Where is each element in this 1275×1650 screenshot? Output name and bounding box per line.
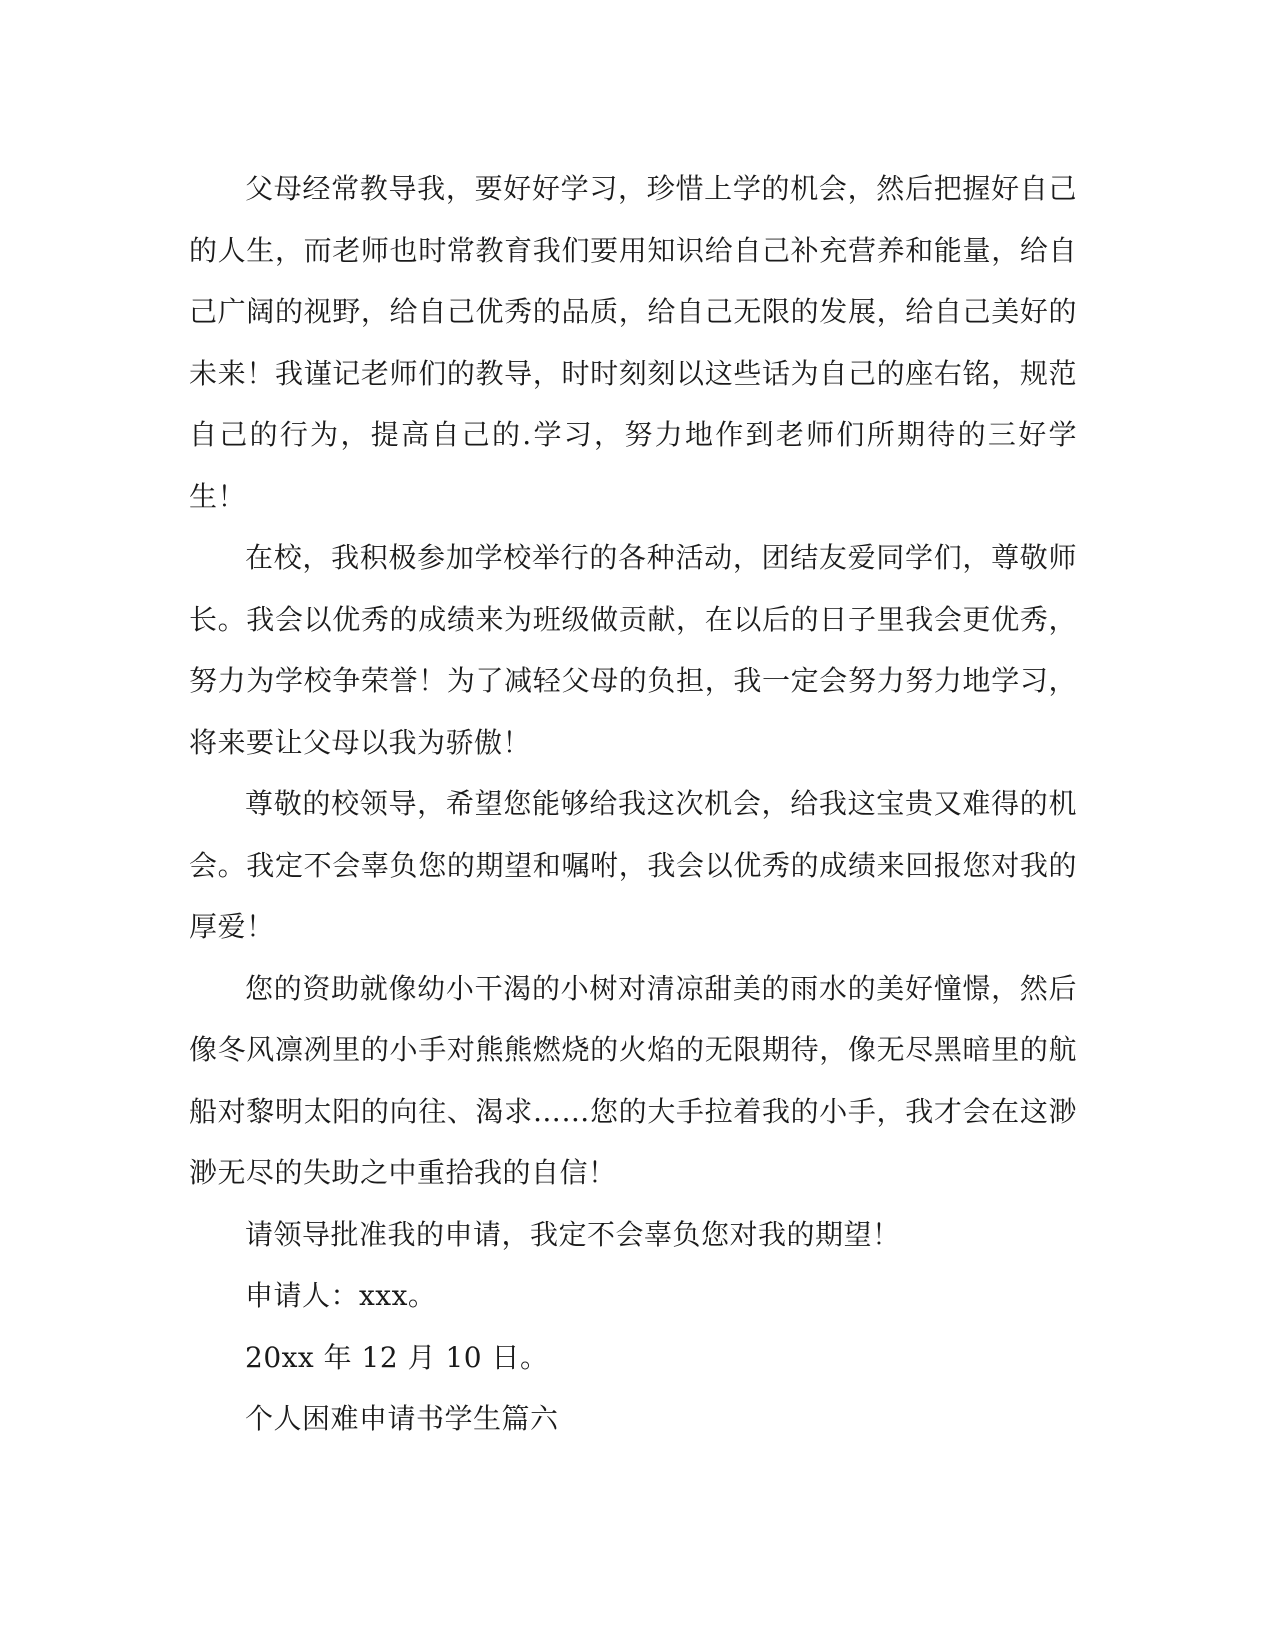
paragraph: 父母经常教导我，要好好学习，珍惜上学的机会，然后把握好自己的人生，而老师也时常教育我们要用知识给自己补充营养和能量，给自己广阔的视野，给自己优秀的品质，给自己无限的发展，给自己美好的未来！我谨记老师们的教导，时时刻刻以这些话为自己的座右铭，规范自己的行为，提高自己的.学习，努力地作到老师们所期待的三好学生！ [189,172,1077,513]
paragraph: 尊敬的校领导，希望您能够给我这次机会，给我这宝贵又难得的机会。我定不会辜负您的期望和嘱咐，我会以优秀的成绩来回报您对我的厚爱！ [189,787,1077,943]
applicant-line: 申请人：xxx。 [245,1279,437,1312]
section-title: 个人困难申请书学生篇六 [245,1402,559,1435]
closing-request: 请领导批准我的申请，我定不会辜负您对我的期望！ [245,1217,901,1251]
date-line: 20xx 年 12 月 10 日。 [245,1340,549,1374]
document-body [189,158,1077,1450]
paragraph: 在校，我积极参加学校举行的各种活动，团结友爱同学们，尊敬师长。我会以优秀的成绩来为班级做贡献，在以后的日子里我会更优秀，努力为学校争荣誉！为了减轻父母的负担，我一定会努力努力地学习，将来要让父母以我为骄傲！ [189,541,1077,759]
paragraph: 您的资助就像幼小干渴的小树对清凉甜美的雨水的美好憧憬，然后像冬风凛冽里的小手对熊熊燃烧的火焰的无限期待，像无尽黑暗里的航船对黎明太阳的向往、渴求……您的大手拉着我的小手，我才会在这渺渺无尽的失助之中重拾我的自信！ [189,971,1077,1189]
